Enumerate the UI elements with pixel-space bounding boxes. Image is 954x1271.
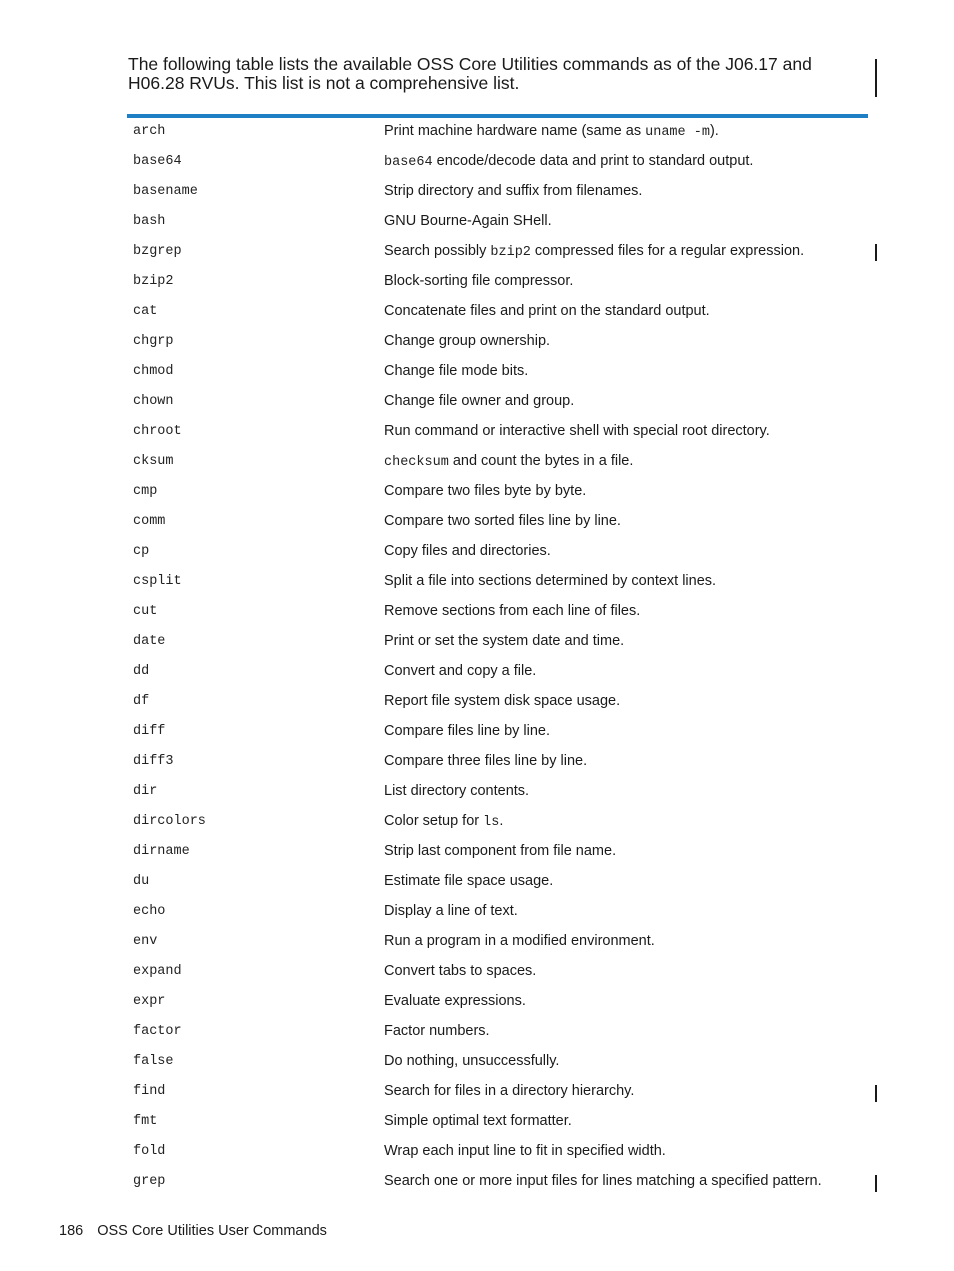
command-description [384,393,574,409]
command-description [384,333,550,349]
description-text: Compare files line by line. [384,723,551,739]
command-name: chroot [133,424,182,439]
description-text: GNU Bourne-Again SHell. [384,213,552,229]
description-text: . [499,813,504,829]
description-text: Wrap each input line to fit in specified width. [384,1143,666,1159]
inline-code: checksum [384,455,449,470]
description-text: Do nothing, unsuccessfully. [384,1053,560,1069]
command-description [384,933,655,949]
table-row [127,658,868,688]
table-row [127,1018,868,1048]
command-description [384,513,621,529]
command-description [384,603,640,619]
description-text: Report file system disk space usage. [384,693,621,709]
intro-paragraph: The following table lists the available OSS Core Utilities commands as of the J06.17 and H06.28 RVUs. This list is not a comprehensive list. [128,54,812,93]
inline-code: bzip2 [490,245,531,260]
command-name: base64 [133,154,182,169]
description-text: Copy files and directories. [384,543,551,559]
table-row [127,838,868,868]
description-text: and count the bytes in a file. [448,453,634,469]
description-text: Run command or interactive shell with special root directory. [384,423,770,439]
command-name: chgrp [133,334,174,349]
description-text: Change file mode bits. [384,363,529,379]
command-description [384,1113,572,1129]
commands-table [127,118,868,1198]
table-row [127,808,868,838]
description-text: Search one or more input files for lines matching a specified pattern. [384,1173,822,1189]
table-row [127,298,868,328]
command-description [384,723,550,739]
command-name: dirname [133,844,190,859]
command-name: expr [133,994,166,1009]
description-text: Print machine hardware name (same as [384,123,646,139]
table-row [127,1108,868,1138]
command-description [384,153,753,171]
description-text: Factor numbers. [384,1023,490,1039]
command-name: echo [133,904,166,919]
command-description [384,303,710,319]
table-row [127,628,868,658]
table-row [127,1138,868,1168]
command-description [384,213,552,229]
command-name: grep [133,1174,166,1189]
command-description [384,1023,490,1039]
inline-code: base64 [384,155,433,170]
command-name: cat [133,304,158,319]
table-row [127,208,868,238]
command-description [384,573,716,589]
command-name: bash [133,214,166,229]
table-row [127,358,868,388]
command-description [384,273,573,289]
table-row [127,418,868,448]
command-description [384,123,719,141]
description-text: encode/decode data and print to standard output. [432,153,754,169]
command-description [384,993,526,1009]
command-name: csplit [133,574,182,589]
command-name: env [133,934,158,949]
description-text: Print or set the system date and time. [384,633,625,649]
description-text: Compare two sorted files line by line. [384,513,621,529]
description-text: Block-sorting file compressor. [384,273,574,289]
command-name: cmp [133,484,158,499]
table-row [127,778,868,808]
description-text: Remove sections from each line of files. [384,603,641,619]
command-description [384,543,551,559]
command-name: bzip2 [133,274,174,289]
description-text: Simple optimal text formatter. [384,1113,572,1129]
command-name: df [133,694,150,709]
command-name: bzgrep [133,244,182,259]
command-name: chown [133,394,174,409]
description-text: compressed files for a regular expression. [530,243,805,259]
command-description [384,783,529,799]
command-description [384,873,553,889]
table-row [127,958,868,988]
description-text: Strip directory and suffix from filenames. [384,183,643,199]
inline-code: ls [483,815,500,830]
command-description [384,453,633,471]
command-description [384,903,518,919]
table-row [127,988,868,1018]
table-row [127,268,868,298]
command-name: comm [133,514,166,529]
change-bar [875,1085,877,1102]
command-name: fold [133,1144,166,1159]
description-text: ). [709,123,719,139]
command-name: cut [133,604,158,619]
description-text: Split a file into sections determined by context lines. [384,573,717,589]
command-description [384,633,624,649]
description-text: Estimate file space usage. [384,873,554,889]
command-name: dircolors [133,814,206,829]
command-description [384,1143,666,1159]
command-name: arch [133,124,166,139]
table-row [127,1168,868,1198]
inline-code: uname -m [645,125,710,140]
command-name: cp [133,544,150,559]
table-row [127,448,868,478]
change-bar [875,1175,877,1192]
description-text: Compare two files byte by byte. [384,483,587,499]
description-text: Strip last component from file name. [384,843,617,859]
table-row [127,238,868,268]
table-row [127,538,868,568]
command-name: du [133,874,150,889]
page-number: 186 [59,1223,84,1239]
table-row [127,1048,868,1078]
command-description [384,243,804,261]
table-row [127,118,868,148]
command-name: expand [133,964,182,979]
command-name: date [133,634,166,649]
command-name: chmod [133,364,174,379]
table-row [127,178,868,208]
description-text: Convert and copy a file. [384,663,537,679]
table-row [127,328,868,358]
command-name: diff3 [133,754,174,769]
description-text: Evaluate expressions. [384,993,526,1009]
description-text: Color setup for [384,813,484,829]
description-text: Change file owner and group. [384,393,575,409]
command-name: diff [133,724,166,739]
page-footer [59,1223,327,1239]
command-name: fmt [133,1114,158,1129]
table-row [127,688,868,718]
table-row [127,388,868,418]
description-text: Display a line of text. [384,903,518,919]
table-row [127,718,868,748]
command-description [384,183,642,199]
description-text: Compare three files line by line. [384,753,588,769]
command-name: cksum [133,454,174,469]
table-row [127,928,868,958]
command-name: factor [133,1024,182,1039]
command-description [384,1083,634,1099]
command-description [384,363,528,379]
command-name: false [133,1054,174,1069]
command-description [384,663,536,679]
command-description [384,963,536,979]
description-text: Concatenate files and print on the standard output. [384,303,710,319]
change-bar [875,59,877,97]
command-description [384,483,586,499]
description-text: Change group ownership. [384,333,551,349]
command-description [384,1173,822,1189]
command-description [384,813,503,831]
command-description [384,423,770,439]
command-description [384,843,616,859]
description-text: Search possibly [384,243,491,259]
command-name: find [133,1084,166,1099]
footer-section-title: OSS Core Utilities User Commands [97,1223,327,1239]
table-row [127,598,868,628]
command-description [384,753,587,769]
command-description [384,693,620,709]
description-text: Convert tabs to spaces. [384,963,537,979]
table-row [127,508,868,538]
description-text: List directory contents. [384,783,530,799]
description-text: Search for files in a directory hierarchy. [384,1083,635,1099]
table-row [127,1078,868,1108]
table-row [127,898,868,928]
command-name: dd [133,664,150,679]
table-row [127,478,868,508]
command-name: basename [133,184,198,199]
table-row [127,568,868,598]
command-description [384,1053,559,1069]
command-name: dir [133,784,158,799]
table-row [127,868,868,898]
change-bar [875,244,877,261]
description-text: Run a program in a modified environment. [384,933,655,949]
table-row [127,748,868,778]
table-row [127,148,868,178]
